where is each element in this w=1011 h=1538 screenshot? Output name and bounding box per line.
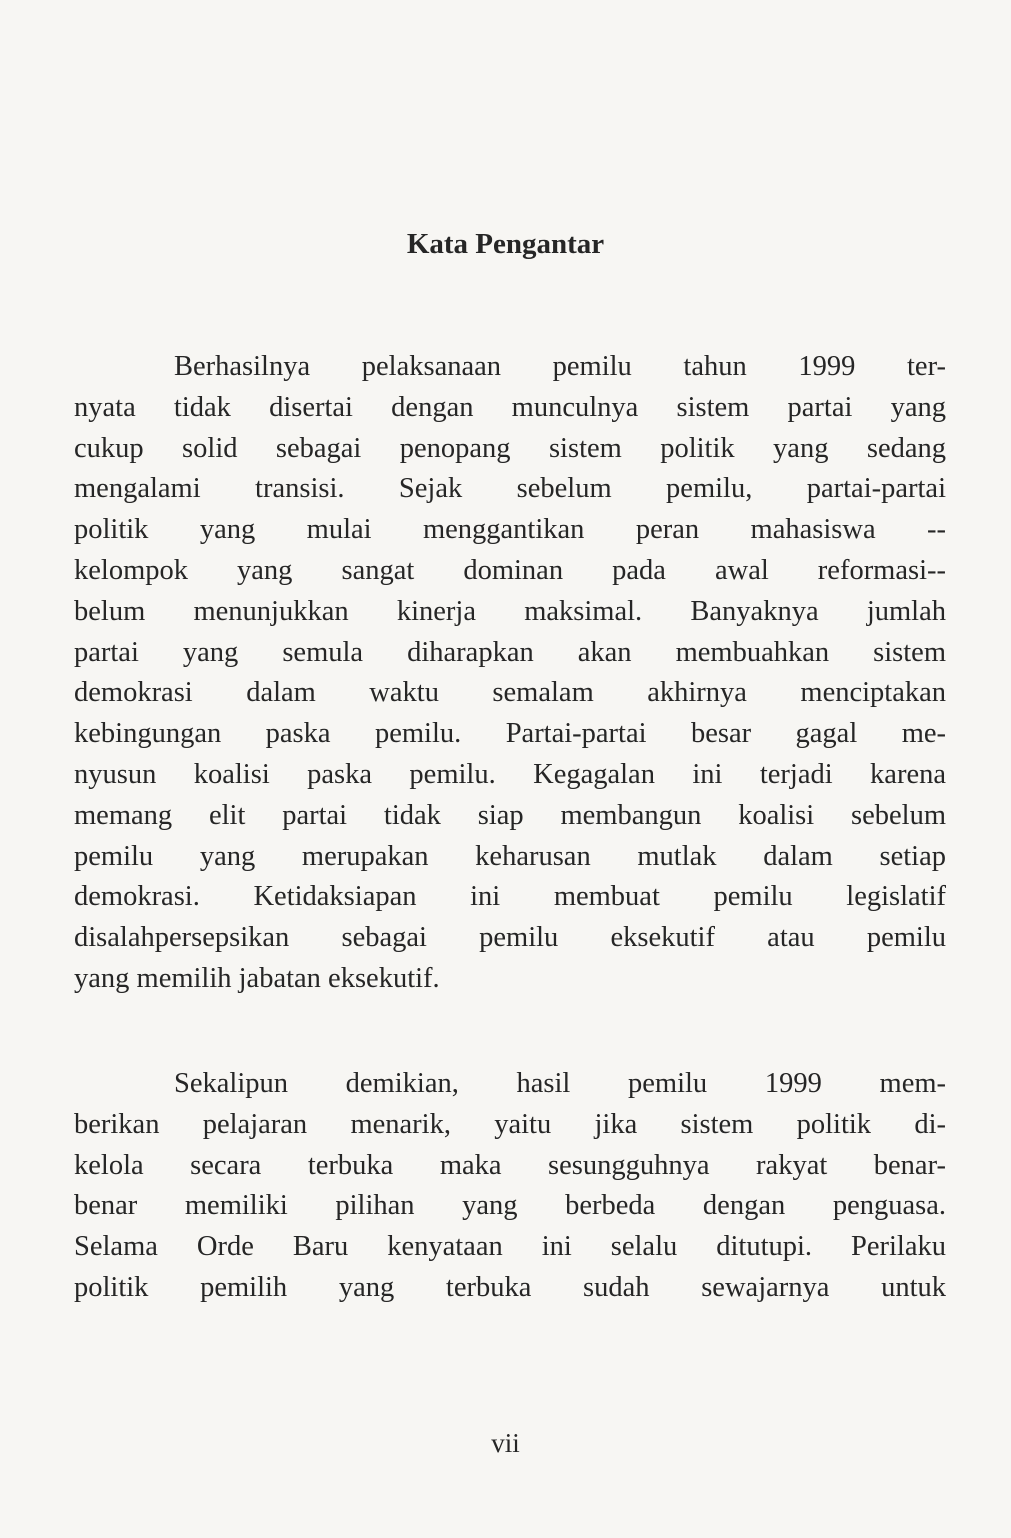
text-line: kelola secara terbuka maka sesungguhnya rakyat benar-: [74, 1149, 946, 1181]
text-line: mengalami transisi. Sejak sebelum pemilu, partai-partai: [74, 473, 946, 505]
page-number: vii: [491, 1428, 520, 1458]
text-line: Selama Orde Baru kenyataan ini selalu ditutupi. Perilaku: [74, 1231, 946, 1263]
text-line: demokrasi dalam waktu semalam akhirnya menciptakan: [74, 677, 946, 709]
text-line: Berhasilnya pelaksanaan pemilu tahun 1999 ter-: [174, 351, 946, 382]
paragraph-1: [74, 347, 946, 1000]
text-line: politik yang mulai menggantikan peran mahasiswa --: [74, 514, 946, 546]
chapter-title: Kata Pengantar: [406, 228, 605, 260]
text-line: politik pemilih yang terbuka sudah sewajarnya untuk: [74, 1271, 946, 1303]
text-line: belum menunjukkan kinerja maksimal. Banyaknya jumlah: [74, 595, 946, 627]
text-line: Sekalipun demikian, hasil pemilu 1999 mem-: [174, 1068, 946, 1099]
text-line: berikan pelajaran menarik, yaitu jika sistem politik di-: [74, 1108, 946, 1140]
text-line: pemilu yang merupakan keharusan mutlak dalam setiap: [74, 840, 946, 872]
text-line: memang elit partai tidak siap membangun koalisi sebelum: [74, 799, 946, 831]
text-line: benar memiliki pilihan yang berbeda dengan penguasa.: [74, 1190, 946, 1222]
text-line: nyata tidak disertai dengan munculnya sistem partai yang: [74, 391, 946, 423]
text-line: nyusun koalisi paska pemilu. Kegagalan ini terjadi karena: [74, 758, 946, 790]
text-line: kelompok yang sangat dominan pada awal reformasi--: [74, 554, 946, 586]
text-line: kebingungan paska pemilu. Partai-partai besar gagal me-: [74, 718, 946, 750]
text-line: demokrasi. Ketidaksiapan ini membuat pemilu legislatif: [74, 881, 946, 913]
paragraph-2: [74, 1064, 946, 1309]
text-line: partai yang semula diharapkan akan membuahkan sistem: [74, 636, 946, 668]
text-line: cukup solid sebagai penopang sistem politik yang sedang: [74, 432, 946, 464]
text-line: disalahpersepsikan sebagai pemilu eksekutif atau pemilu: [74, 922, 946, 954]
text-line: yang memilih jabatan eksekutif.: [74, 962, 440, 994]
